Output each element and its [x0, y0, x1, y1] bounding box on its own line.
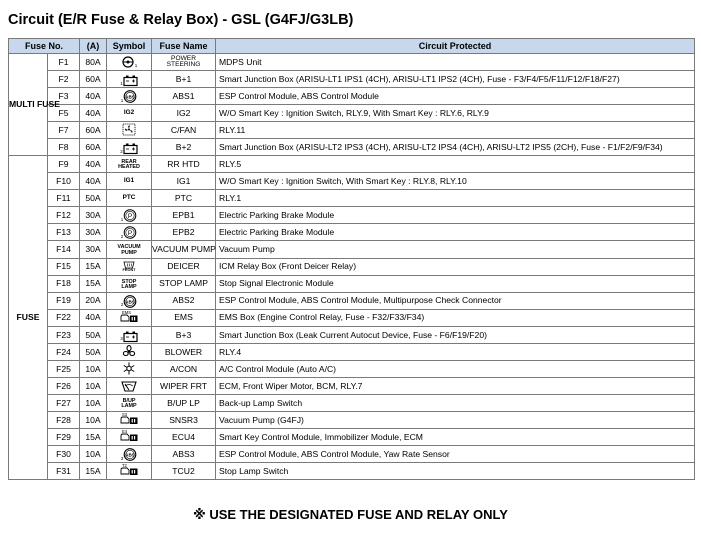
table-row — [9, 54, 695, 71]
table-row — [9, 224, 695, 241]
table-row — [9, 139, 695, 156]
fuse-number: F9 — [48, 156, 80, 173]
circuit-protected: ECM, Front Wiper Motor, BCM, RLY.7 — [216, 377, 695, 394]
svg-text:EMS: EMS — [121, 309, 131, 315]
fuse-number: F10 — [48, 173, 80, 190]
table-row — [9, 122, 695, 139]
abs-icon: 2 ABS — [121, 294, 138, 308]
fuse-name: ABS3 — [152, 446, 216, 463]
steering-icon: 1 — [121, 54, 138, 68]
circuit-protected: Electric Parking Brake Module — [216, 224, 695, 241]
amperage: 30A — [80, 241, 107, 258]
fuse-number: F7 — [48, 122, 80, 139]
fuse-number: F31 — [48, 463, 80, 480]
svg-text:S3: S3 — [121, 412, 127, 418]
svg-text:ABS: ABS — [125, 94, 136, 100]
svg-text:E4: E4 — [121, 429, 127, 435]
table-row — [9, 105, 695, 122]
symbol-cell — [107, 122, 152, 139]
ecu-icon — [120, 463, 139, 477]
deicer-icon: FRONT — [122, 260, 135, 274]
circuit-protected: Stop Signal Electronic Module — [216, 275, 695, 292]
fuse-name: POWER STEERING — [152, 54, 216, 71]
ecu-icon — [120, 412, 139, 426]
circuit-protected: Vacuum Pump (G4FJ) — [216, 412, 695, 429]
footer-note: ※ USE THE DESIGNATED FUSE AND RELAY ONLY — [193, 507, 508, 522]
amperage: 60A — [80, 71, 107, 88]
amperage: 15A — [80, 275, 107, 292]
table-row — [9, 377, 695, 394]
fuse-number: F27 — [48, 394, 80, 411]
amperage: 80A — [80, 54, 107, 71]
table-row — [9, 88, 695, 105]
symbol-cell — [107, 360, 152, 377]
amperage: 10A — [80, 446, 107, 463]
group-label-multi-fuse: MULTI FUSE — [9, 54, 48, 156]
symbol-cell: STOP LAMP — [107, 275, 152, 292]
fuse-number: F5 — [48, 105, 80, 122]
header-fuse-no: Fuse No. — [9, 39, 80, 54]
fuse-name: WIPER FRT — [152, 377, 216, 394]
circuit-protected: ESP Control Module, ABS Control Module — [216, 88, 695, 105]
circuit-protected: Vacuum Pump — [216, 241, 695, 258]
circuit-protected: ICM Relay Box (Front Deicer Relay) — [216, 258, 695, 275]
amperage: 50A — [80, 326, 107, 343]
svg-text:ABS: ABS — [125, 452, 136, 458]
symbol-cell: PTC — [107, 190, 152, 207]
symbol-cell — [107, 54, 152, 71]
symbol-cell: VACUUM PUMP — [107, 241, 152, 258]
table-body — [9, 54, 695, 480]
symbol-cell — [107, 326, 152, 343]
header-amp: (A) — [80, 39, 107, 54]
table-row — [9, 463, 695, 480]
fuse-number: F26 — [48, 377, 80, 394]
circuit-protected: RLY.11 — [216, 122, 695, 139]
fuse-number: F2 — [48, 71, 80, 88]
fuse-name: ECU4 — [152, 429, 216, 446]
circuit-protected: RLY.1 — [216, 190, 695, 207]
table-row — [9, 343, 695, 360]
svg-text:P: P — [128, 213, 133, 221]
circuit-protected: RLY.4 — [216, 343, 695, 360]
table-row — [9, 71, 695, 88]
symbol-cell — [107, 207, 152, 224]
symbol-cell: IG2 — [107, 105, 152, 122]
symbol-cell — [107, 88, 152, 105]
symbol-cell — [107, 71, 152, 88]
header-circuit: Circuit Protected — [216, 39, 695, 54]
fuse-name: B+1 — [152, 71, 216, 88]
circuit-protected: Smart Junction Box (ARISU-LT2 IPS3 (4CH), ARISU-LT2 IPS4 (4CH), ARISU-LT2 IPS5 (2CH), Fuse - F1/F2/F9/F34) — [216, 139, 695, 156]
symbol-cell — [107, 446, 152, 463]
symbol-cell — [107, 463, 152, 480]
fuse-name: IG1 — [152, 173, 216, 190]
symbol-cell — [107, 429, 152, 446]
ecu-icon — [120, 429, 139, 443]
amperage: 40A — [80, 105, 107, 122]
amperage: 10A — [80, 394, 107, 411]
fuse-number: F24 — [48, 343, 80, 360]
battery-icon: 2 — [120, 140, 138, 154]
fuse-number: F30 — [48, 446, 80, 463]
symbol-cell — [107, 309, 152, 326]
parking-brake-icon: 2 P — [121, 225, 138, 239]
header-fuse-name: Fuse Name — [152, 39, 216, 54]
table-row — [9, 429, 695, 446]
ecu-icon — [120, 310, 139, 324]
fuse-name: ABS2 — [152, 292, 216, 309]
table-row — [9, 394, 695, 411]
circuit-protected: ESP Control Module, ABS Control Module, Yaw Rate Sensor — [216, 446, 695, 463]
fuse-name: BLOWER — [152, 343, 216, 360]
amperage: 40A — [80, 88, 107, 105]
fuse-name: B+3 — [152, 326, 216, 343]
circuit-protected: Smart Junction Box (Leak Current Autocut Device, Fuse - F6/F19/F20) — [216, 326, 695, 343]
circuit-protected: A/C Control Module (Auto A/C) — [216, 360, 695, 377]
fuse-table — [8, 38, 695, 480]
fuse-name: DEICER — [152, 258, 216, 275]
table-row — [9, 360, 695, 377]
circuit-protected: Back-up Lamp Switch — [216, 394, 695, 411]
air-conditioning-icon — [122, 361, 136, 375]
fuse-name: EMS — [152, 309, 216, 326]
amperage: 10A — [80, 360, 107, 377]
amperage: 40A — [80, 156, 107, 173]
table-row — [9, 326, 695, 343]
symbol-cell — [107, 377, 152, 394]
fuse-number: F29 — [48, 429, 80, 446]
table-header-row — [9, 39, 695, 54]
abs-icon: 1 ABS — [121, 89, 138, 103]
wiper-icon — [121, 378, 137, 392]
fuse-number: F28 — [48, 412, 80, 429]
svg-text:T2: T2 — [121, 463, 127, 469]
circuit-protected: Stop Lamp Switch — [216, 463, 695, 480]
table-row — [9, 275, 695, 292]
blower-icon — [122, 344, 136, 358]
fuse-name: EPB1 — [152, 207, 216, 224]
circuit-protected: W/O Smart Key : Ignition Switch, With Smart Key : RLY.8, RLY.10 — [216, 173, 695, 190]
svg-text:ABS: ABS — [125, 299, 136, 305]
circuit-protected: W/O Smart Key : Ignition Switch, RLY.9, With Smart Key : RLY.6, RLY.9 — [216, 105, 695, 122]
amperage: 15A — [80, 463, 107, 480]
table-row — [9, 207, 695, 224]
amperage: 15A — [80, 258, 107, 275]
fuse-number: F19 — [48, 292, 80, 309]
table-row — [9, 412, 695, 429]
fuse-number: F8 — [48, 139, 80, 156]
fuse-number: F15 — [48, 258, 80, 275]
table-row — [9, 241, 695, 258]
fuse-name: ABS1 — [152, 88, 216, 105]
fuse-name: TCU2 — [152, 463, 216, 480]
amperage: 10A — [80, 377, 107, 394]
page-title: Circuit (E/R Fuse & Relay Box) - GSL (G4FJ/G3LB) — [8, 12, 354, 28]
circuit-protected: ESP Control Module, ABS Control Module, Multipurpose Check Connector — [216, 292, 695, 309]
fuse-name: STOP LAMP — [152, 275, 216, 292]
table-row — [9, 156, 695, 173]
abs-icon: 3 ABS — [121, 447, 138, 461]
fuse-name: SNSR3 — [152, 412, 216, 429]
cooling-fan-icon — [122, 122, 136, 136]
fuse-number: F25 — [48, 360, 80, 377]
table-row — [9, 173, 695, 190]
battery-icon: 3 — [120, 328, 138, 342]
circuit-protected: RLY.5 — [216, 156, 695, 173]
fuse-name: A/CON — [152, 360, 216, 377]
header-symbol: Symbol — [107, 39, 152, 54]
amperage: 60A — [80, 139, 107, 156]
amperage: 30A — [80, 207, 107, 224]
amperage: 10A — [80, 412, 107, 429]
amperage: 50A — [80, 343, 107, 360]
circuit-protected: EMS Box (Engine Control Relay, Fuse - F32/F33/F34) — [216, 309, 695, 326]
amperage: 50A — [80, 190, 107, 207]
symbol-cell: IG1 — [107, 173, 152, 190]
fuse-name: VACUUM PUMP — [152, 241, 216, 258]
circuit-protected: Smart Key Control Module, Immobilizer Module, ECM — [216, 429, 695, 446]
fuse-name: EPB2 — [152, 224, 216, 241]
table-row — [9, 258, 695, 275]
circuit-protected: Smart Junction Box (ARISU-LT1 IPS1 (4CH), ARISU-LT1 IPS2 (4CH), Fuse - F3/F4/F5/F11/F12/F18/F27) — [216, 71, 695, 88]
fuse-number: F22 — [48, 309, 80, 326]
table-row — [9, 292, 695, 309]
fuse-name: C/FAN — [152, 122, 216, 139]
fuse-name: B/UP LP — [152, 394, 216, 411]
fuse-name: RR HTD — [152, 156, 216, 173]
fuse-number: F13 — [48, 224, 80, 241]
fuse-name: PTC — [152, 190, 216, 207]
fuse-number: F23 — [48, 326, 80, 343]
circuit-protected: MDPS Unit — [216, 54, 695, 71]
symbol-cell — [107, 224, 152, 241]
symbol-cell: B/UP LAMP — [107, 394, 152, 411]
symbol-cell — [107, 258, 152, 275]
amperage: 20A — [80, 292, 107, 309]
fuse-name: IG2 — [152, 105, 216, 122]
amperage: 15A — [80, 429, 107, 446]
amperage: 40A — [80, 309, 107, 326]
amperage: 60A — [80, 122, 107, 139]
symbol-cell — [107, 139, 152, 156]
group-label-fuse: FUSE — [9, 156, 48, 480]
fuse-name: B+2 — [152, 139, 216, 156]
circuit-protected: Electric Parking Brake Module — [216, 207, 695, 224]
table-row — [9, 446, 695, 463]
fuse-number: F1 — [48, 54, 80, 71]
fuse-number: F12 — [48, 207, 80, 224]
symbol-cell — [107, 412, 152, 429]
battery-icon: 1 — [120, 72, 138, 86]
svg-text:P: P — [128, 230, 133, 238]
symbol-cell: REAR HEATED — [107, 156, 152, 173]
fuse-number: F11 — [48, 190, 80, 207]
symbol-cell — [107, 343, 152, 360]
fuse-number: F3 — [48, 88, 80, 105]
parking-brake-icon: 1 P — [121, 208, 138, 222]
fuse-number: F18 — [48, 275, 80, 292]
table-row — [9, 309, 695, 326]
amperage: 30A — [80, 224, 107, 241]
fuse-number: F14 — [48, 241, 80, 258]
amperage: 40A — [80, 173, 107, 190]
table-row — [9, 190, 695, 207]
symbol-cell — [107, 292, 152, 309]
